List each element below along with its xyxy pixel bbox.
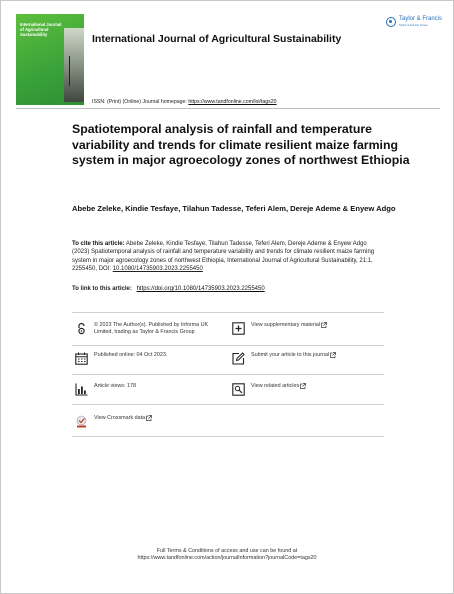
supplementary-label[interactable]: View supplementary material xyxy=(251,322,321,328)
cover-title: International Journal of Agricultural Sustainability xyxy=(20,22,62,37)
crossmark-link[interactable] xyxy=(75,415,152,428)
info-divider-3 xyxy=(72,404,384,405)
calendar-icon xyxy=(75,352,88,365)
related-label[interactable]: View related articles xyxy=(251,383,300,389)
external-link-icon xyxy=(146,415,152,421)
open-access-icon xyxy=(75,322,88,335)
taylor-francis-logo-icon xyxy=(386,17,396,27)
related-articles-icon xyxy=(232,383,245,396)
issn-text: ISSN: (Print) (Online) Journal homepage: xyxy=(92,99,187,105)
link-label: To link to this article: xyxy=(72,286,132,292)
info-divider-bottom xyxy=(72,436,384,437)
article-doi-link[interactable]: https://doi.org/10.1080/14735903.2023.2255450 xyxy=(136,286,265,292)
submit-article-link[interactable] xyxy=(232,352,336,365)
crossmark-icon xyxy=(75,415,88,428)
related-articles-link[interactable] xyxy=(232,383,306,396)
link-to-article xyxy=(72,286,265,292)
external-link-icon xyxy=(330,352,336,358)
views-text: Article views: 178 xyxy=(94,383,136,389)
published-date xyxy=(75,352,167,365)
info-divider-1 xyxy=(72,345,384,346)
journal-name: International Journal of Agricultural Sustainability xyxy=(92,33,342,45)
info-divider-top xyxy=(72,312,384,313)
terms-line: Full Terms & Conditions of access and use can be found at xyxy=(156,548,298,554)
info-divider-2 xyxy=(72,374,384,375)
citation-block xyxy=(72,240,384,273)
terms-footer xyxy=(1,548,453,563)
external-link-icon xyxy=(321,322,327,328)
publisher-subname: Taylor & Francis Group xyxy=(399,23,428,27)
article-title: Spatiotemporal analysis of rainfall and temperature variability and trends for climate resilient maize farming system in major agroecology zones of northwest Ethiopia xyxy=(72,122,410,168)
published-text: Published online: 04 Oct 2023. xyxy=(94,352,168,358)
bar-chart-icon xyxy=(75,383,88,396)
open-access-text: © 2023 The Author(s). Published by Informa UK Limited, trading as Taylor & Francis Group xyxy=(94,322,209,335)
issn-line xyxy=(92,99,277,105)
journal-homepage-link[interactable]: https://www.tandfonline.com/loi/tags20 xyxy=(188,99,277,105)
article-authors: Abebe Zeleke, Kindie Tesfaye, Tilahun Tadesse, Teferi Alem, Dereje Ademe & Enyew Adgo xyxy=(72,204,396,213)
supplementary-material-link[interactable] xyxy=(232,322,327,335)
publisher-logo xyxy=(386,16,442,28)
submit-label[interactable]: Submit your article to this journal xyxy=(251,352,330,358)
terms-url[interactable]: https://www.tandfonline.com/action/journalInformation?journalCode=tags20 xyxy=(137,555,317,562)
cite-doi-link[interactable]: 10.1080/14735903.2023.2255450 xyxy=(112,265,203,272)
edit-icon xyxy=(232,352,245,365)
external-link-icon xyxy=(300,383,306,389)
publisher-name: Taylor & Francis xyxy=(399,16,443,22)
plus-icon xyxy=(232,322,245,335)
cover-photo xyxy=(64,28,84,102)
crossmark-label[interactable]: View Crossmark data xyxy=(94,415,146,421)
open-access-notice xyxy=(75,322,225,335)
cite-label: To cite this article: xyxy=(72,241,125,247)
article-views xyxy=(75,383,136,396)
journal-cover-thumbnail xyxy=(16,14,84,105)
cite-text: Abebe Zeleke, Kindie Tesfaye, Tilahun Tadesse, Teferi Alem, Dereje Ademe & Enyew Adgo (2023) Spatiotemporal analysis of rainfall and temperature variability and trends for climate resilient maize farming system in major agroecology zones of northwest Ethiopia, International Journal of Agricultural Sustainability, 21:1, 2255450, DOI: xyxy=(72,241,375,272)
header-divider xyxy=(16,108,440,109)
